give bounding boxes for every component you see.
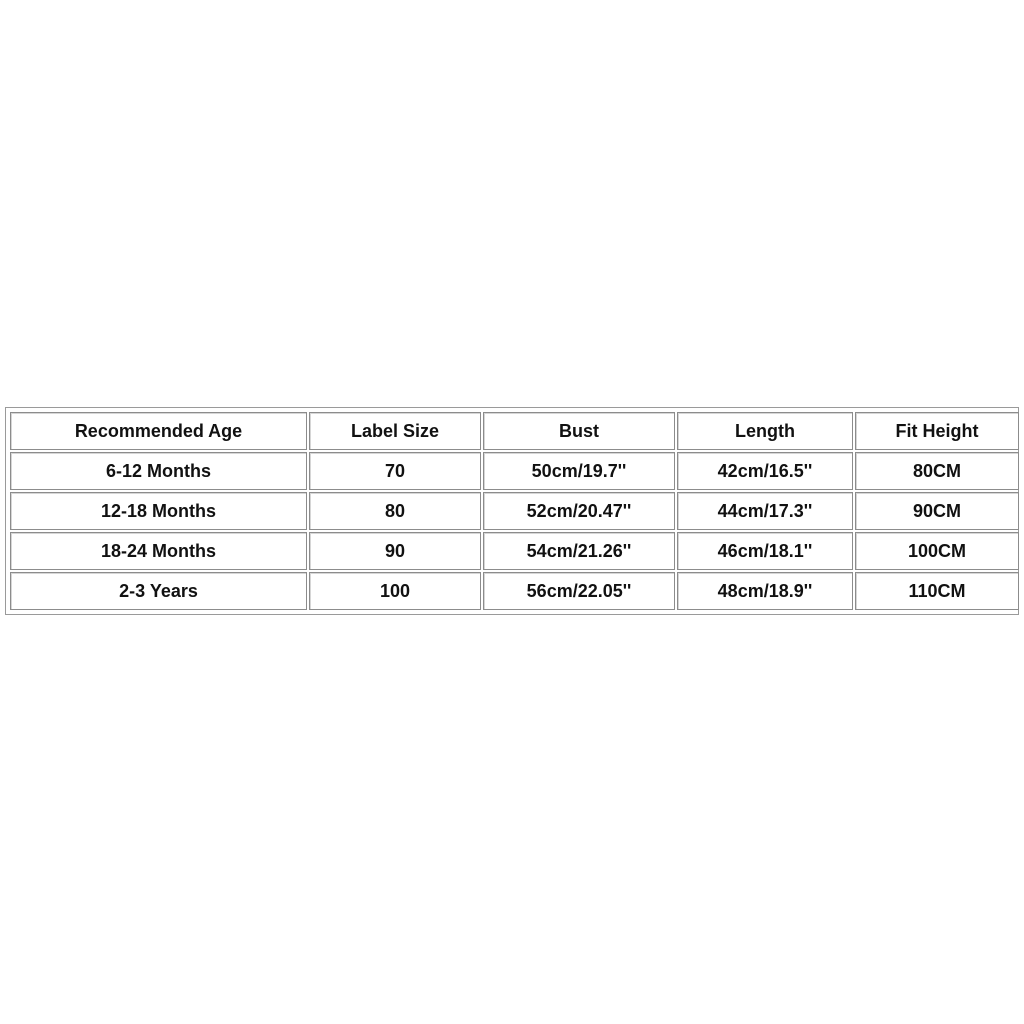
- cell-fit-height: 90CM: [855, 492, 1019, 530]
- cell-fit-height: 80CM: [855, 452, 1019, 490]
- cell-bust: 50cm/19.7'': [483, 452, 675, 490]
- cell-length: 48cm/18.9'': [677, 572, 853, 610]
- cell-fit-height: 110CM: [855, 572, 1019, 610]
- cell-length: 46cm/18.1'': [677, 532, 853, 570]
- cell-recommended-age: 12-18 Months: [10, 492, 307, 530]
- size-chart-table: [8, 410, 1021, 612]
- cell-label-size: 70: [309, 452, 481, 490]
- cell-bust: 52cm/20.47'': [483, 492, 675, 530]
- cell-label-size: 100: [309, 572, 481, 610]
- header-fit-height: Fit Height: [855, 412, 1019, 450]
- cell-recommended-age: 6-12 Months: [10, 452, 307, 490]
- cell-recommended-age: 2-3 Years: [10, 572, 307, 610]
- table-row: [10, 572, 1019, 610]
- cell-recommended-age: 18-24 Months: [10, 532, 307, 570]
- header-label-size: Label Size: [309, 412, 481, 450]
- table-row: [10, 492, 1019, 530]
- cell-length: 44cm/17.3'': [677, 492, 853, 530]
- cell-fit-height: 100CM: [855, 532, 1019, 570]
- cell-length: 42cm/16.5'': [677, 452, 853, 490]
- size-chart: [5, 407, 1019, 615]
- table-header-row: [10, 412, 1019, 450]
- table-row: [10, 532, 1019, 570]
- table-row: [10, 452, 1019, 490]
- header-recommended-age: Recommended Age: [10, 412, 307, 450]
- header-length: Length: [677, 412, 853, 450]
- header-bust: Bust: [483, 412, 675, 450]
- cell-label-size: 90: [309, 532, 481, 570]
- cell-label-size: 80: [309, 492, 481, 530]
- cell-bust: 56cm/22.05'': [483, 572, 675, 610]
- cell-bust: 54cm/21.26'': [483, 532, 675, 570]
